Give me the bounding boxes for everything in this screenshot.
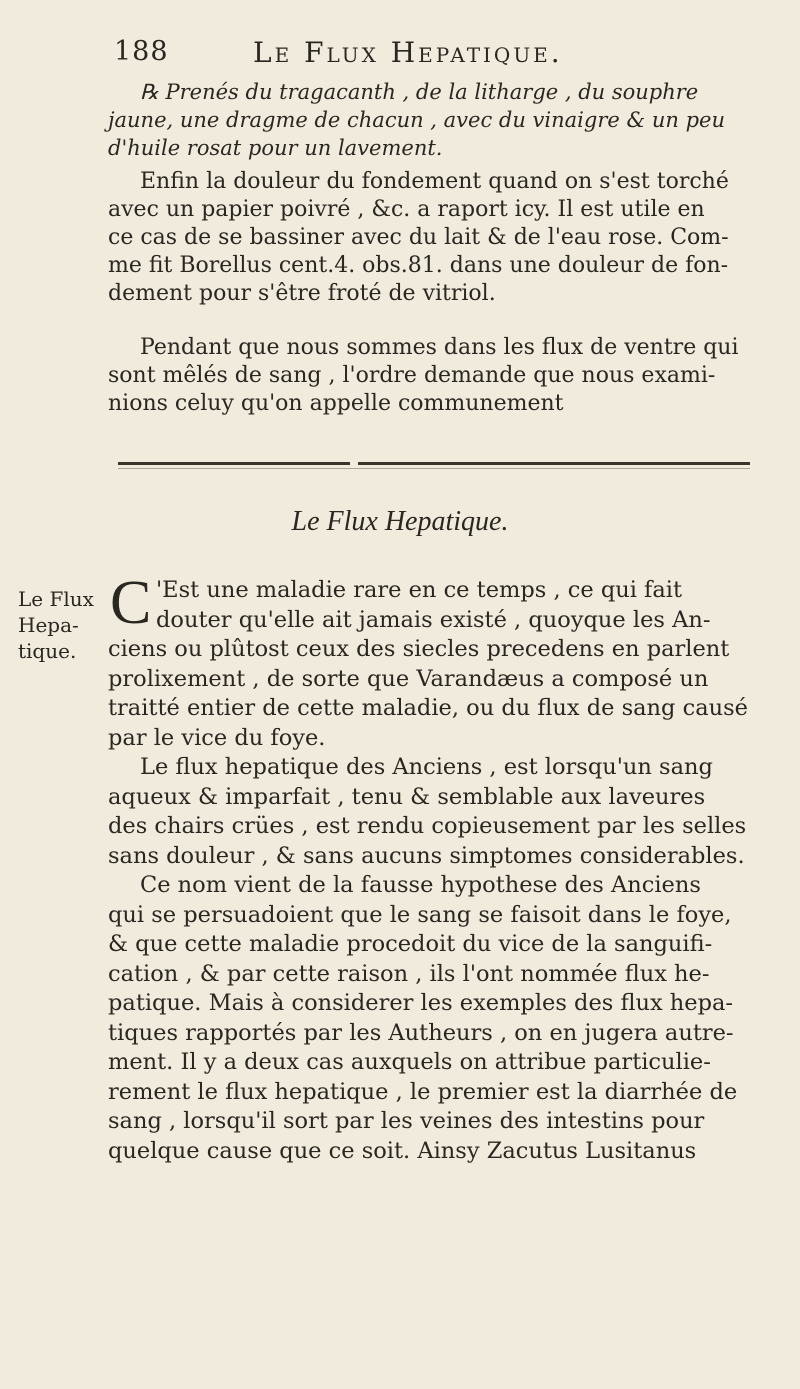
text-line: nions celuy qu'on appelle communement <box>108 391 564 416</box>
text-line: ciens ou plûtost ceux des siecles precedens en parlent <box>108 636 730 662</box>
section-rule-thin <box>118 468 750 469</box>
text-line: quelque cause que ce soit. Ainsy Zacutus Lusitanus <box>108 1137 697 1164</box>
text-line: 'Est une maladie rare en ce temps , ce qui fait <box>156 577 683 603</box>
recipe-line: jaune, une dragme de chacun , avec du vinaigre & un peu <box>108 108 725 132</box>
text-line: me fit Borellus cent.4. obs.81. dans une douleur de fon- <box>108 253 729 278</box>
text-line: Ce nom vient de la fausse hypothese des Anciens <box>140 872 701 898</box>
margin-note-line: Hepa- <box>18 613 79 637</box>
running-head: Le Flux Hepatique. <box>253 36 563 69</box>
drop-cap: C <box>110 569 152 637</box>
text-line: Pendant que nous sommes dans les flux de ventre qui <box>140 335 739 360</box>
recipe-line: ℞ Prenés du tragacanth , de la litharge , du souphre <box>140 80 699 104</box>
text-line: Enfin la douleur du fondement quand on s'est torché <box>140 169 729 194</box>
recipe-block <box>108 78 768 162</box>
text-line: qui se persuadoient que le sang se faisoit dans le foye, <box>108 901 732 928</box>
text-line: avec un papier poivré , &c. a raport icy. Il est utile en <box>108 197 705 222</box>
margin-note-line: Le Flux <box>18 587 94 611</box>
text-line: & que cette maladie procedoit du vice de la sanguifi- <box>108 931 713 957</box>
text-line: rement le flux hepatique , le premier est la diarrhée de <box>108 1078 738 1105</box>
paragraph-flux-hepatique <box>108 569 768 1166</box>
text-line: sans douleur , & sans aucuns simptomes considerables. <box>108 842 745 869</box>
recipe-line: d'huile rosat pour un lavement. <box>108 136 443 160</box>
page-number: 188 <box>114 36 169 67</box>
section-rule-right <box>358 462 750 465</box>
text-line: aqueux & imparfait , tenu & semblable aux laveures <box>108 783 706 810</box>
section-title: Le Flux Hepatique. <box>291 506 509 537</box>
text-line: sang , lorsqu'il sort par les veines des intestins pour <box>108 1108 705 1134</box>
text-line: dement pour s'être froté de vitriol. <box>108 281 496 306</box>
margin-note <box>18 586 108 664</box>
text-line: ce cas de se bassiner avec du lait & de l'eau rose. Com- <box>108 225 729 250</box>
paragraph-transition <box>108 334 768 418</box>
text-line: des chairs crües , est rendu copieusement par les selles <box>108 813 747 839</box>
margin-note-line: tique. <box>18 639 77 663</box>
paragraph-fondement <box>108 168 768 308</box>
section-rule-left <box>118 462 350 465</box>
text-line: par le vice du foye. <box>108 724 326 751</box>
text-line: prolixement , de sorte que Varandæus a composé un <box>108 665 709 692</box>
text-line: ment. Il y a deux cas auxquels on attribue particulie- <box>108 1049 711 1075</box>
text-line: Le flux hepatique des Anciens , est lorsqu'un sang <box>140 754 713 780</box>
text-line: sont mêlés de sang , l'ordre demande que nous exami- <box>108 363 716 388</box>
page-header <box>108 36 768 78</box>
text-line: patique. Mais à considerer les exemples des flux hepa- <box>108 990 734 1016</box>
text-line: douter qu'elle ait jamais existé , quoyque les An- <box>156 606 711 633</box>
text-line: cation , & par cette raison , ils l'ont nommée flux he- <box>108 960 710 987</box>
text-line: traitté entier de cette maladie, ou du flux de sang causé <box>108 695 748 721</box>
text-line: tiques rapportés par les Autheurs , on en jugera autre- <box>108 1019 734 1046</box>
